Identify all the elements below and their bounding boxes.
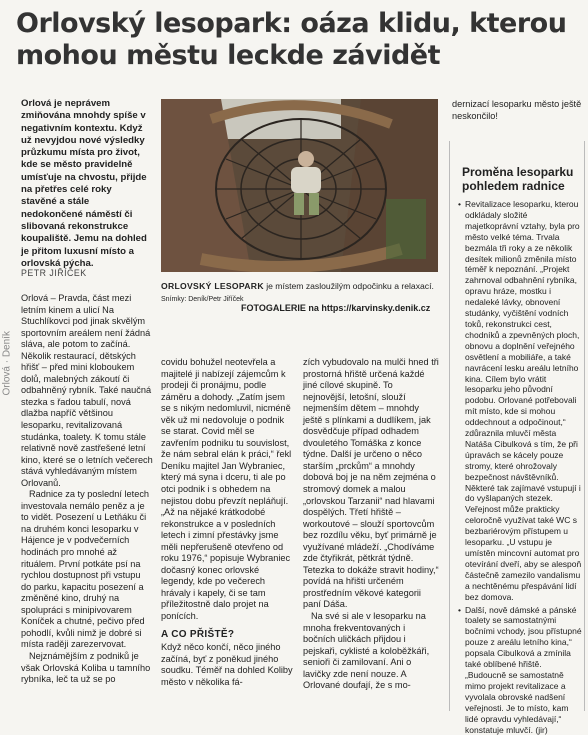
sidebar-title: Proměna lesoparku pohledem radnice (462, 165, 574, 193)
lead-paragraph: Orlová je neprávem zmiňována mnohdy spíše v negativním kontextu. Když už nevyjdou nové výsledky průzkumu místa pro život, kde se město pravidelně umísťuje na chvostu, přijde na přetřes celé roky stavěné a stále nedokončené náměstí či slibovaná rekonstrukce koupaliště. Jemu na dohled je přitom luxusní místo a orlovská pýcha. (21, 98, 147, 269)
column-3: zích vybudovalo na mulči hned tři prostorná hřiště určená každé jiné cílové skupině. To nejnovější, letošní, slouží nejmenším dětem – mnohdy ještě s plínkami a dudlíkem, jak dosvědčuje případ odhadem dvouletého Tomáška z konce týdne. Další je určeno o něco starším „prckům“ a mnohdy dobová boj je na něm zejména o stromový domek a malou „orlovskou Tarzanii“ nad hlavami dospělých. Třetí hřiště – workoutové – slouží sportovcům bez rozdílu věku, byť primárně je využívané mládeží. „Chodíváme zde čtyřikrát, pětkrát týdně. Tetezka to dokáže stravit hodiny,“ povídá na hřišti určeném prostředním věkové kategorii paní Dáša. Na své si ale v lesoparku na mnoha frekventovaných i bočních uličkách přijdou i pejskaři, cyklisté a koloběžkáři, senioři či zamilovaní. Ani o lavičky zde není nouze. A Orlované doufají, že s mo- (303, 357, 439, 691)
gallery-link[interactable]: FOTOGALERIE na https://karvinsky.denik.cz (241, 303, 431, 313)
author: PETR JIŘÍČEK (21, 268, 87, 278)
article-photo (161, 99, 438, 272)
photo-caption: ORLOVSKÝ LESOPARK je místem zasloužilým odpočinku a relaxací. Snímky: Deník/Petr Jiříček (161, 281, 434, 303)
column-1: Orlová – Pravda, část mezi letním kinem a ulicí Na Stuchlíkovci pod jinak skvělým sportovním areálem není žádná sláva, ale potom to začíná. Několik restaurací, dětských hřišť – před mini kloboukem dolů, malebných zákoutí či odbahněný rybník. Také naučná stezka s řadou tabulí, nová dlažba napříč většinou lesoparku, revitalizovaná studánka, toalety. K tomu stále relativně nově zastřešené letní kino, které se o letních večerech stává vyhledávaným místem Orlovanů. Radnice za ty poslední letech investovala nemálo peněz a je to vidět. Posezení u Letňáku či na druhém konci lesoparku v Hájence je v podvečerních hodinách pro mnohé až rituálem. První potkáte psí na rychlou dostupnost při vstupu do parku, kapacitu posezení a změněné kino, druhý na spolupráci s minipivovarem Koníček a chutné, pečivo před pohodlí, kvůli nimž je dobré si místa raději zarezervovat. Nejznámějším z podniků je však Orlovská Koliba u tamního rybníka, leč ta už se po (21, 293, 153, 685)
sidebar-item: • Revitalizace lesoparku, kterou odkládaly složité majetkoprávní vztahy, byla pro město velké téma. Trvala bezmála tři roky a ze několik desítek milionů změnila místo téměř k nepoznání. „Projekt zahrnoval odbahnění rybníka, opravu hráze, mostku i nedaleké lávky, obnovení studánky, vyčištění vodních toků, rekonstrukci cest, chodníků a zpevněných ploch, obnovu a doplnění veřejného osvětlení a mobiliáře, a také navrácení lesku areálu letního kina. Cílem bylo vrátit lesoparku jeho původní podobu. Orlované potřebovali mít místo, kde si mohou oddechnout a odpočinout,“ zdůraznila mluvčí města Natáša Cibulková s tím, že při úpravách se kácely pouze stromy, které ohrožovaly bezpečnost návštěvníků. Některé tak zajímavé vstupují i do vyšlapaných stezek. Veřejnost může prakticky celoročně využívat také WC s bezbariérovým přístupem u lesoparku. „U vstupu je umístěn mincovní automat pro otevírání dveří, aby se alespoň částečně zamezilo vandalismu a nechtěnému přespávání lidí bez domova. (458, 199, 582, 603)
side-label: Orlová · Deník (1, 331, 13, 396)
column-4-top: dernizací lesoparku město ještě neskončilo! (452, 99, 582, 121)
subheading: A CO PŘIŠTĚ? (161, 628, 235, 640)
playground-photo (161, 99, 438, 272)
column-2: covidu bohužel neotevřela a majitelé ji nabízejí zájemcům k prodeji či pronájmu, podle záměru a dohody. „Zatím jsem se s nikým nedomluvil, nicméně věk už mi nedovoluje o podnik se starat. Covid měl se zavřením podniku tu souvislost, že nám sebral elán k práci,“ řekl Deníku majitel Jan Wybraniec, který má syna i dceru, ti ale po otci podnik i s obhedem na nejistou dobu převzít nepláňují. „Až na nějaké krátkodobé rekonstrukce a v posledních letech i zimní přestávky jsme měli nepřerušeně otevřeno od roku 1976,“ popisuje Wybraniec dočasný konec orlovské legendy, kde po večerech hrávaly i kapely, či se tam příležitostně dalo projet na ponících. A CO PŘIŠTĚ? Když něco končí, něco jiného začíná, byť z poněkud jiného soudku. Téměř na dohled Koliby město v několika fá- (161, 357, 293, 687)
sidebar-item: • Další, nově dámské a pánské toalety se samostatnými bočními vchody, jsou přístupné pouze z areálu letního kina,“ popsala Cibulková a zmínila také oblíbené hřiště. „Budoucně se samostatně mimo projekt revitalizace a vyvolala obrovské nadšení veřejnosti. Je to místo, kam lidé opravdu vyhledávají,“ konstatuje mluvčí. (jir) (458, 605, 582, 735)
headline: Orlovský lesopark: oáza klidu, kterou mohou městu leckde závidět (16, 8, 567, 71)
sidebar-box (449, 141, 585, 735)
